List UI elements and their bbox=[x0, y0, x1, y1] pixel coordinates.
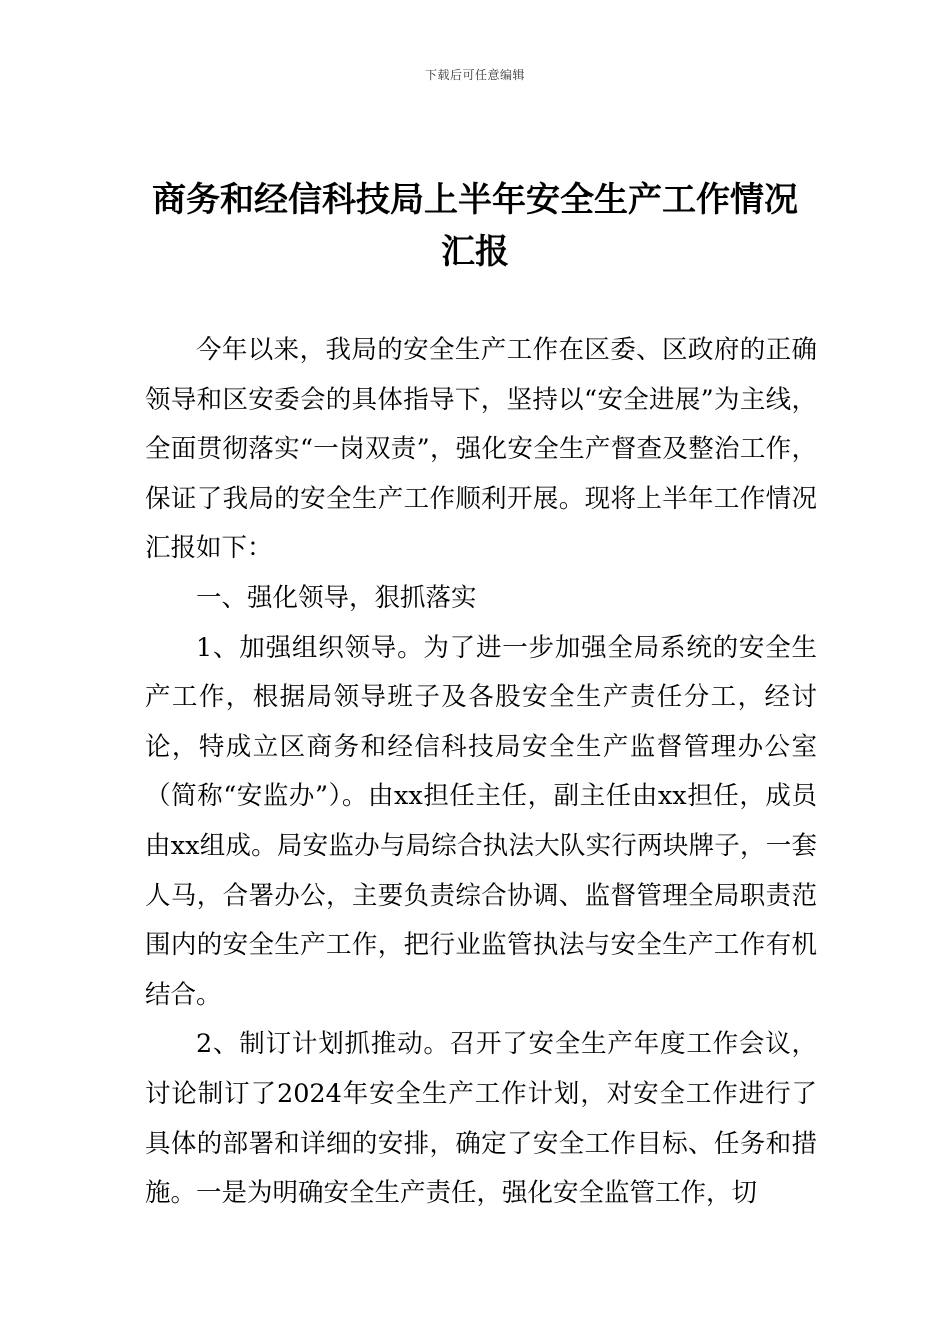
section-heading-1: 一、强化领导，狠抓落实 bbox=[196, 582, 477, 613]
header-note: 下载后可任意编辑 bbox=[424, 68, 525, 82]
paragraph-item-1: 1、加强组织领导。为了进一步加强全局系统的安全生产工作，根据局领导班子及各股安全生产责任分工，经讨论，特成立区商务和经信科技局安全生产监督管理办公室（简称“安监办”）。由xx担任主任，副主任由xx担任，成员由xx组成。局安监办与局综合执法大队实行两块牌子，一套人马，合署办公，主要负责综合协调、监督管理全局职责范围内的安全生产工作，把行业监管执法与安全生产工作有机结合。 bbox=[145, 632, 817, 1010]
document-title: 商务和经信科技局上半年安全生产工作情况汇报 bbox=[152, 180, 798, 272]
paragraph-item-2: 2、制订计划抓推动。召开了安全生产年度工作会议，讨论制订了2024年安全生产工作计划，对安全工作进行了具体的部署和详细的安排，确定了安全工作目标、任务和措施。一是为明确安全生产责任，强化安全监管工作，切 bbox=[145, 1029, 817, 1209]
paragraph-intro: 今年以来，我局的安全生产工作在区委、区政府的正确领导和区安委会的具体指导下，坚持以“安全进展”为主线，全面贯彻落实“一岗双责”，强化安全生产督查及整治工作，保证了我局的安全生产工作顺利开展。现将上半年工作情况汇报如下： bbox=[145, 335, 817, 564]
document-body bbox=[145, 326, 817, 1219]
